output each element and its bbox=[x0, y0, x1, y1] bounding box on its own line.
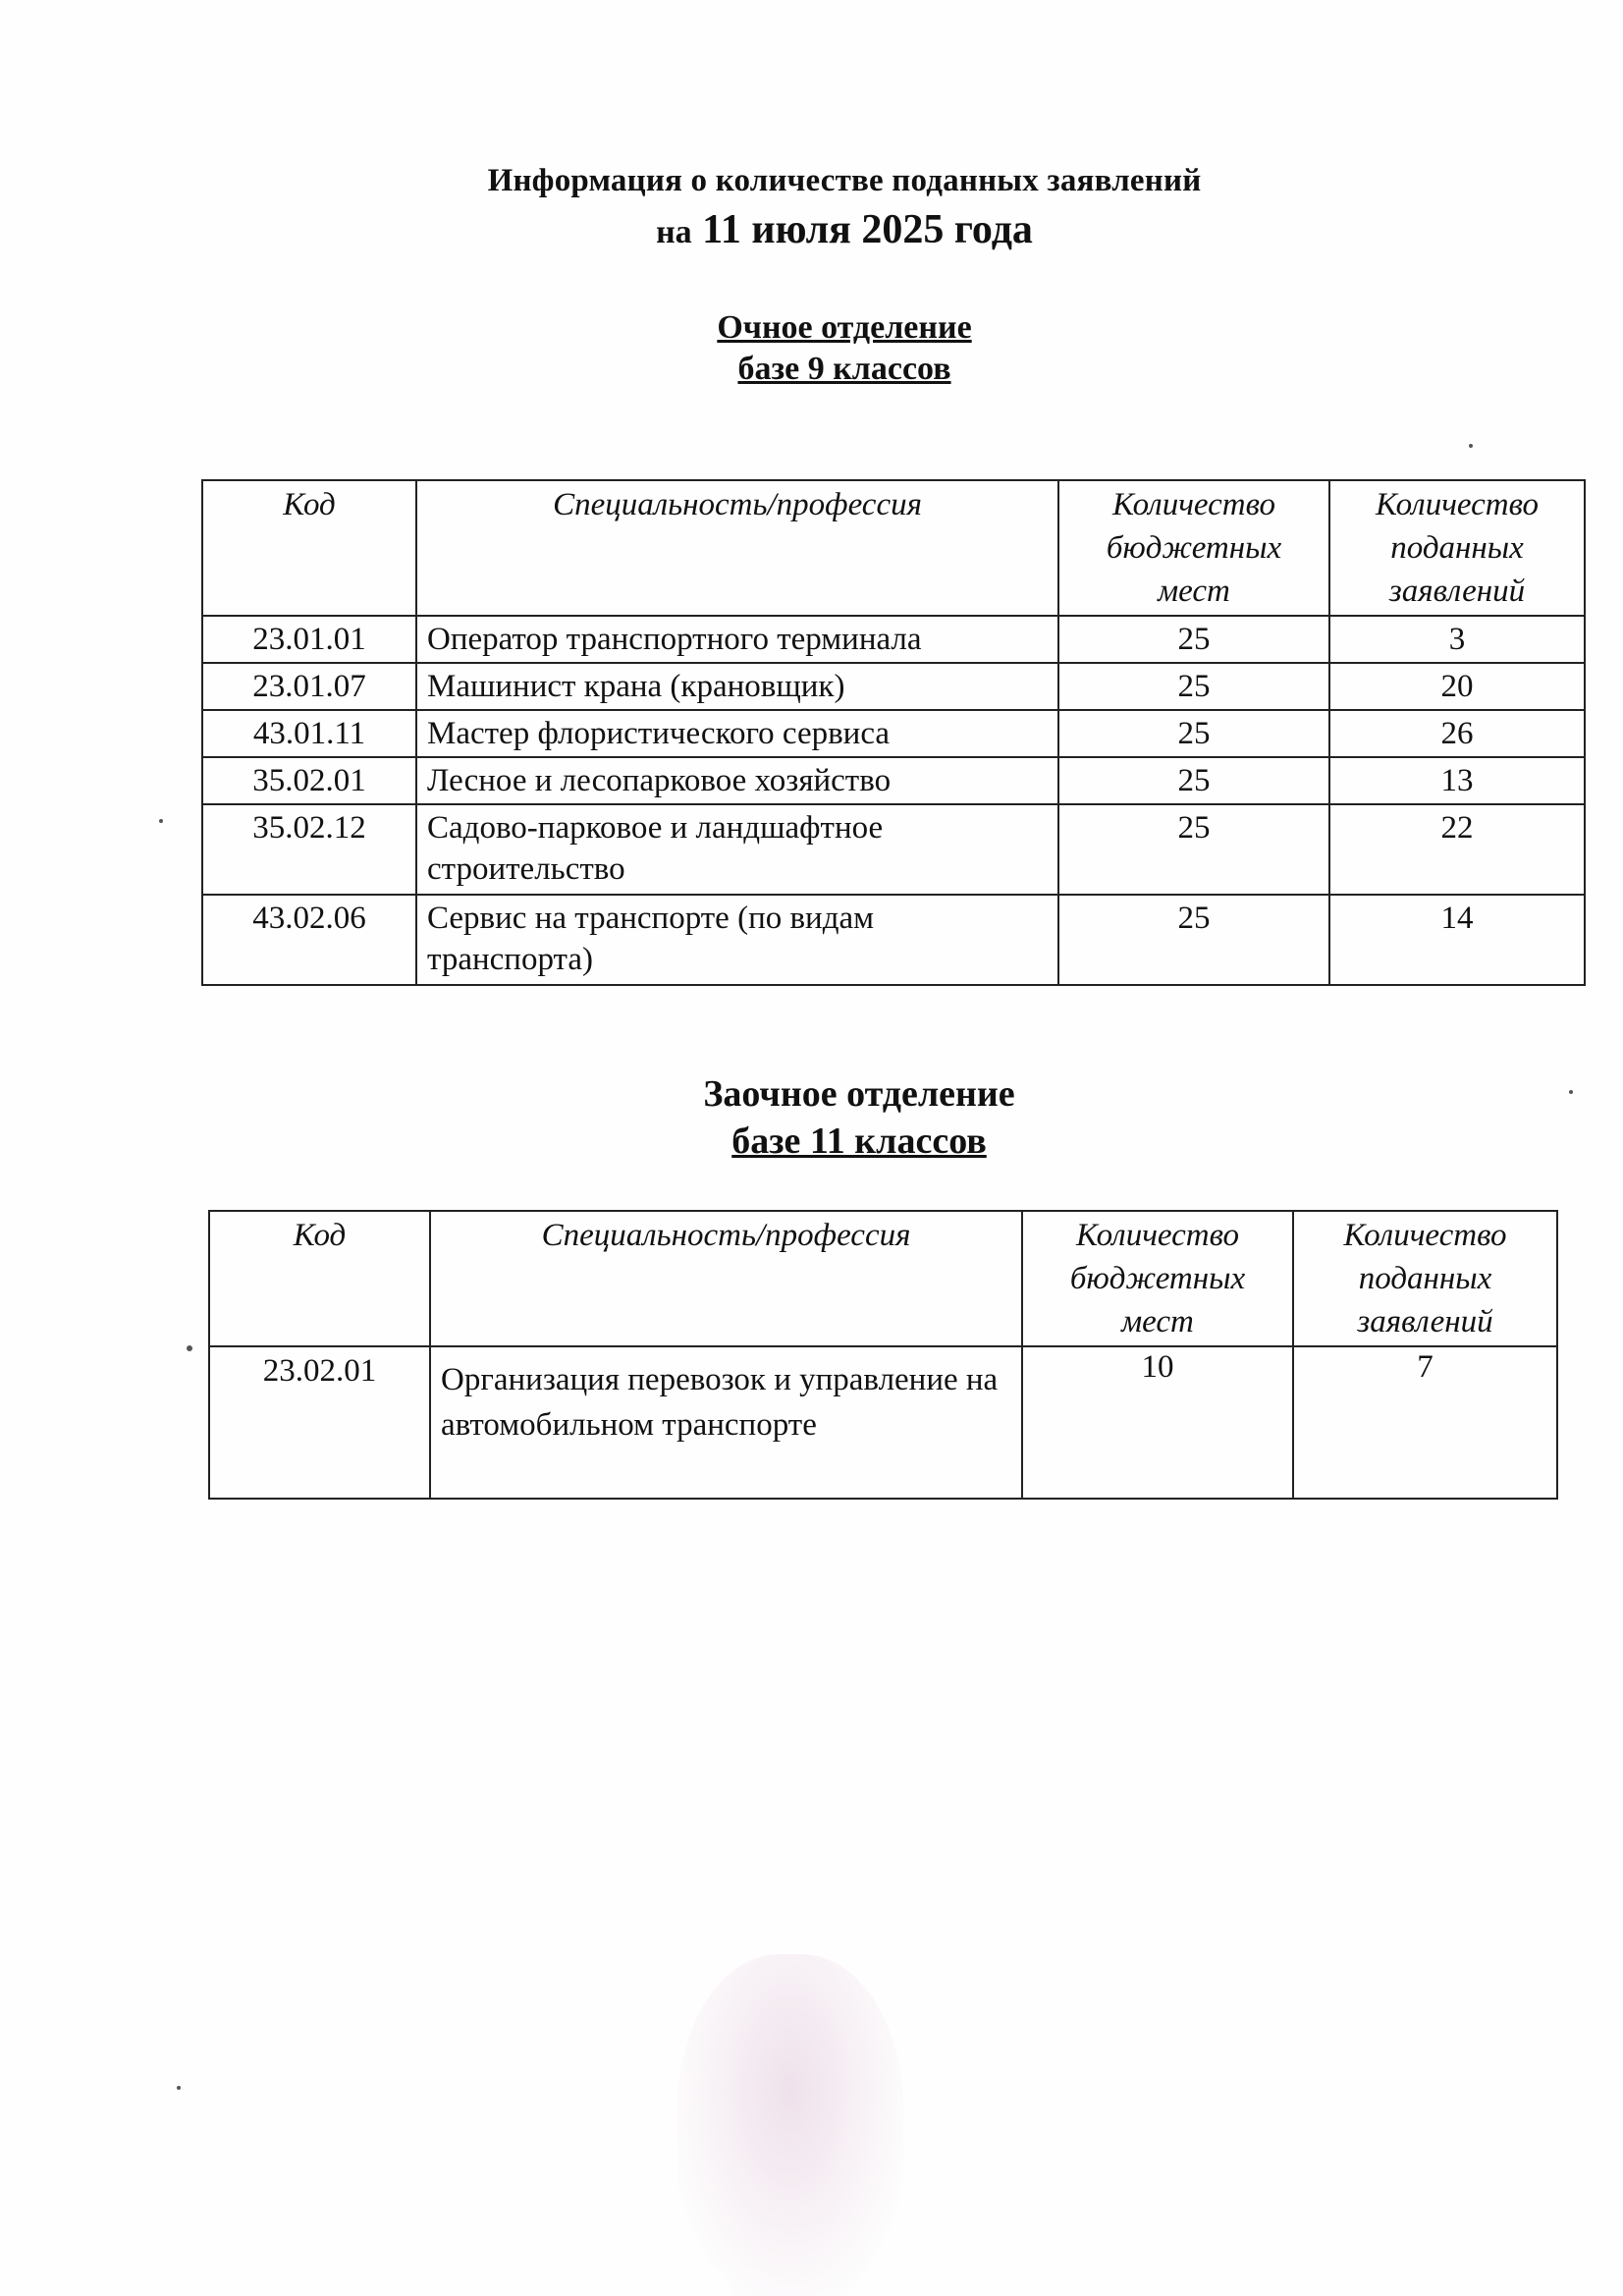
table-row bbox=[202, 710, 1585, 757]
cell-code: 23.01.01 bbox=[202, 616, 416, 663]
table-row bbox=[209, 1346, 1557, 1499]
cell-applications: 14 bbox=[1329, 895, 1585, 985]
full-time-table bbox=[201, 479, 1586, 986]
cell-budget-places: 25 bbox=[1058, 804, 1329, 895]
cell-budget-places: 25 bbox=[1058, 616, 1329, 663]
cell-budget-places: 25 bbox=[1058, 895, 1329, 985]
full-time-subheading: базе 9 классов bbox=[737, 351, 951, 387]
cell-applications: 13 bbox=[1329, 757, 1585, 804]
table-row bbox=[202, 804, 1585, 895]
column-header-specialty: Специальность/профессия bbox=[416, 480, 1058, 616]
cell-budget-places: 25 bbox=[1058, 663, 1329, 710]
part-time-table bbox=[208, 1210, 1558, 1500]
cell-applications: 20 bbox=[1329, 663, 1585, 710]
column-header-code: Код bbox=[209, 1211, 430, 1346]
scan-speck bbox=[187, 1345, 192, 1351]
cell-specialty: Мастер флористического сервиса bbox=[416, 710, 1058, 757]
cell-code: 43.01.11 bbox=[202, 710, 416, 757]
document-date bbox=[0, 206, 1623, 253]
cell-applications: 7 bbox=[1293, 1346, 1557, 1499]
scan-speck bbox=[1469, 444, 1473, 448]
cell-specialty: Садово-парковое и ландшафтное строительство bbox=[416, 804, 1058, 895]
table-row bbox=[202, 895, 1585, 985]
cell-applications: 22 bbox=[1329, 804, 1585, 895]
cell-specialty: Оператор транспортного терминала bbox=[416, 616, 1058, 663]
cell-code: 35.02.01 bbox=[202, 757, 416, 804]
column-header-specialty: Специальность/профессия bbox=[430, 1211, 1022, 1346]
column-header-applications: Количество поданных заявлений bbox=[1293, 1211, 1557, 1346]
document-title: Информация о количестве поданных заявлений bbox=[487, 163, 1202, 198]
cell-budget-places: 10 bbox=[1022, 1346, 1293, 1499]
table-row bbox=[202, 616, 1585, 663]
cell-code: 23.02.01 bbox=[209, 1346, 430, 1499]
part-time-subheading: базе 11 классов bbox=[731, 1121, 987, 1162]
cell-code: 35.02.12 bbox=[202, 804, 416, 895]
scan-smudge bbox=[677, 1954, 903, 2296]
cell-code: 43.02.06 bbox=[202, 895, 416, 985]
scan-speck bbox=[159, 819, 163, 823]
table-row bbox=[202, 663, 1585, 710]
part-time-heading: Заочное отделение bbox=[703, 1073, 1015, 1115]
column-header-budget-places: Количество бюджетных мест bbox=[1058, 480, 1329, 616]
cell-specialty: Организация перевозок и управление на автомобильном транспорте bbox=[430, 1346, 1022, 1499]
table-header-row bbox=[202, 480, 1585, 616]
full-time-heading: Очное отделение bbox=[717, 309, 972, 346]
cell-applications: 3 bbox=[1329, 616, 1585, 663]
scan-speck bbox=[1569, 1090, 1573, 1094]
column-header-applications: Количество поданных заявлений bbox=[1329, 480, 1585, 616]
cell-budget-places: 25 bbox=[1058, 710, 1329, 757]
date-value: 11 июля 2025 года bbox=[702, 207, 1033, 252]
table-header-row bbox=[209, 1211, 1557, 1346]
cell-specialty: Лесное и лесопарковое хозяйство bbox=[416, 757, 1058, 804]
cell-specialty: Сервис на транспорте (по видам транспорта) bbox=[416, 895, 1058, 985]
scan-speck bbox=[177, 2086, 181, 2090]
cell-specialty: Машинист крана (крановщик) bbox=[416, 663, 1058, 710]
cell-code: 23.01.07 bbox=[202, 663, 416, 710]
cell-applications: 26 bbox=[1329, 710, 1585, 757]
cell-budget-places: 25 bbox=[1058, 757, 1329, 804]
table-row bbox=[202, 757, 1585, 804]
date-prefix: на bbox=[656, 214, 692, 250]
column-header-budget-places: Количество бюджетных мест bbox=[1022, 1211, 1293, 1346]
column-header-code: Код bbox=[202, 480, 416, 616]
